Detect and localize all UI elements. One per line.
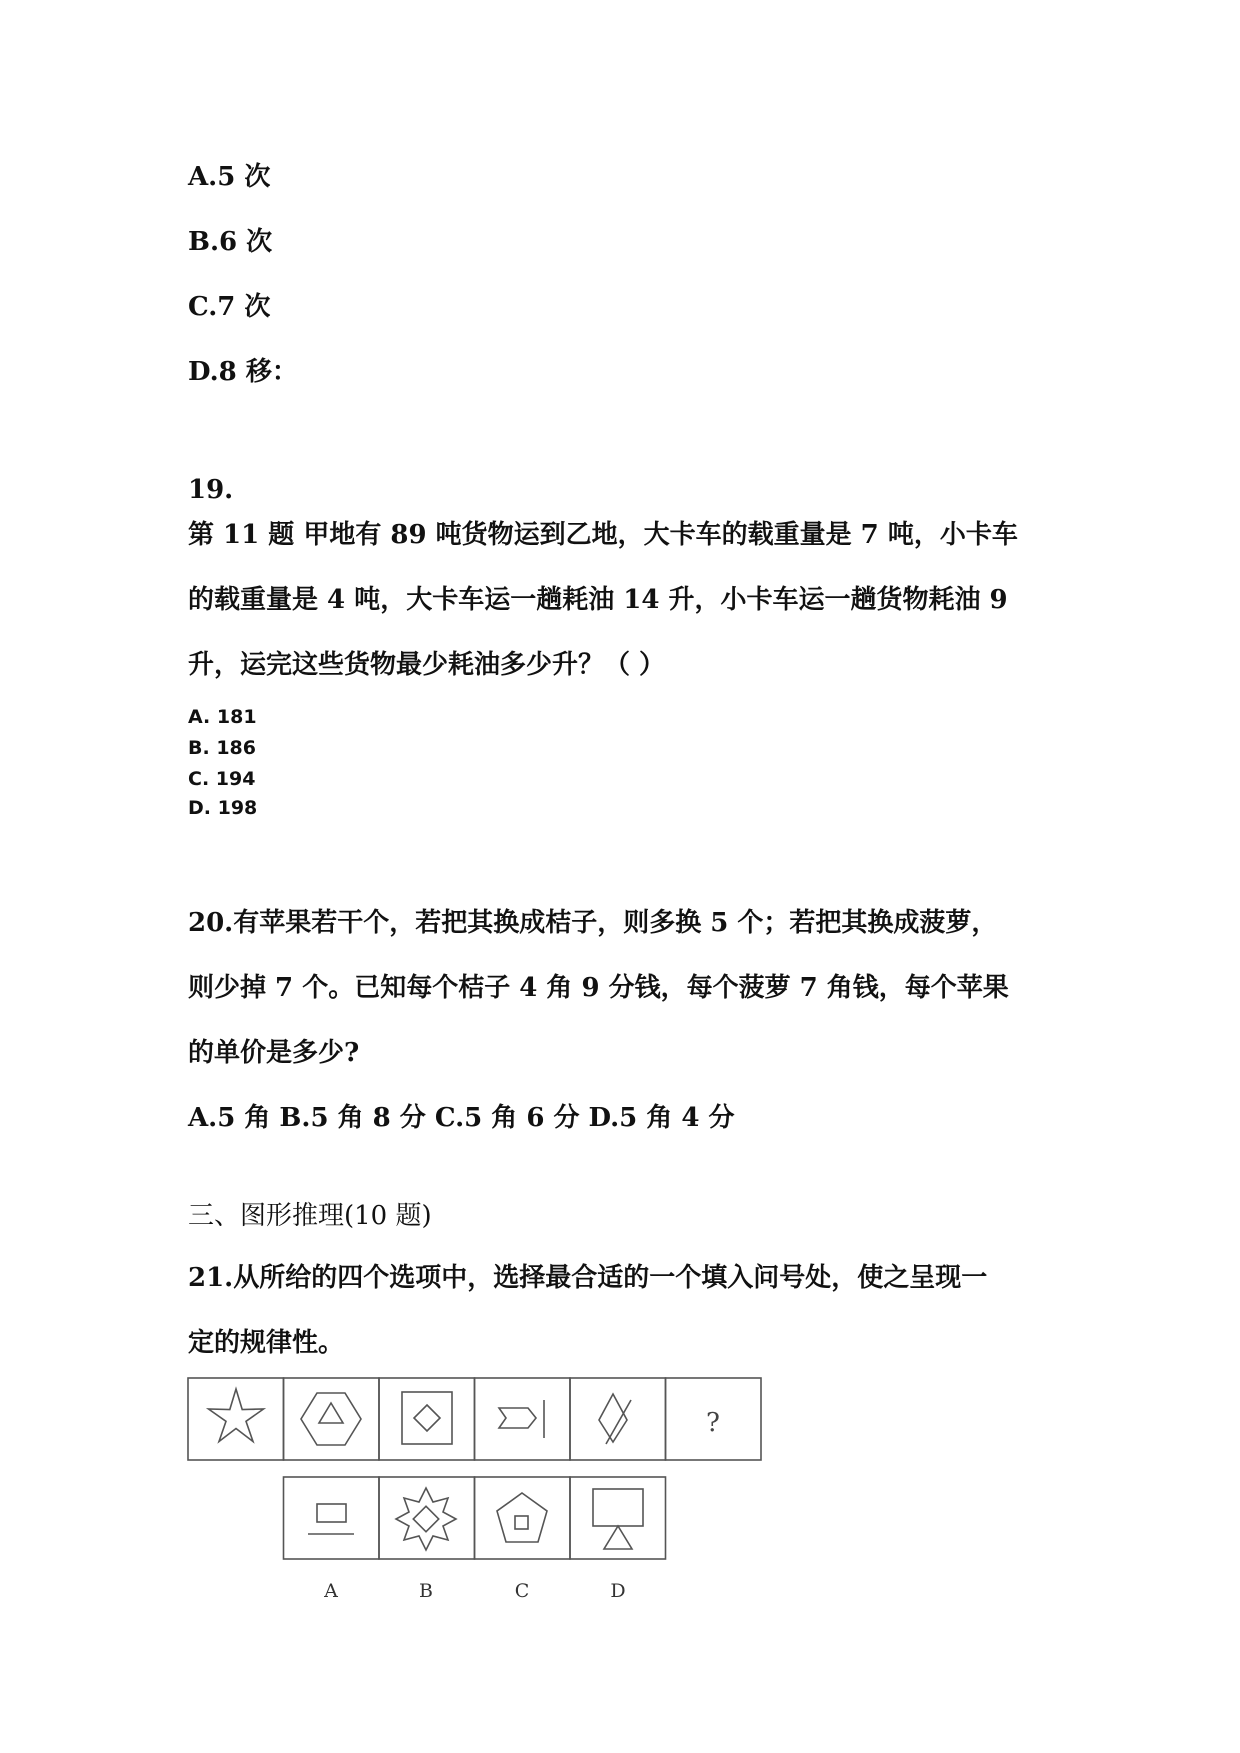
q19-option-c: C. 194	[188, 768, 256, 790]
star-shape	[209, 1389, 264, 1442]
pentagon-shape	[497, 1493, 547, 1542]
q18-option-a: A.5 次	[188, 162, 271, 192]
eight-point-star-shape	[396, 1488, 456, 1550]
option-cell-c	[475, 1477, 571, 1559]
arrow-tag-shape	[499, 1408, 536, 1428]
sequence-cell-2	[284, 1378, 380, 1460]
sequence-cell-3	[379, 1378, 475, 1460]
q20-text-line-2: 则少掉 7 个。已知每个桔子 4 角 9 分钱，每个菠萝 7 角钱，每个苹果	[188, 973, 1009, 1003]
option-cell-a	[284, 1477, 380, 1559]
small-triangle-shape	[319, 1403, 343, 1423]
rhombus-shape	[599, 1394, 627, 1442]
q21-text-line-2: 定的规律性。	[188, 1328, 345, 1358]
q19-option-d: D. 198	[188, 797, 258, 819]
sequence-cell-4	[475, 1378, 571, 1460]
slash-line	[606, 1400, 631, 1444]
q19-text-line-1: 第 11 题 甲地有 89 吨货物运到乙地，大卡车的载重量是 7 吨，小卡车	[188, 520, 1018, 550]
stand-triangle-shape	[604, 1526, 632, 1549]
option-label-c: C	[514, 1580, 530, 1602]
tiny-square-shape	[515, 1516, 528, 1529]
question-mark: ?	[706, 1408, 720, 1438]
section-heading: 三、图形推理(10 题)	[188, 1201, 432, 1231]
q20-text-line-1: 20.有苹果若干个，若把其换成桔子，则多换 5 个；若把其换成菠萝，	[188, 908, 998, 938]
q18-option-d: D.8 移：	[188, 357, 298, 387]
screen-rectangle-shape	[593, 1489, 643, 1526]
option-label-d: D	[610, 1580, 626, 1602]
q20-options: A.5 角 B.5 角 8 分 C.5 角 6 分 D.5 角 4 分	[188, 1103, 735, 1133]
q21-figure	[186, 1376, 766, 1616]
sequence-cell-5	[570, 1378, 666, 1460]
q20-text-line-3: 的单价是多少?	[188, 1038, 360, 1068]
option-label-b: B	[419, 1580, 433, 1602]
q18-option-b: B.6 次	[188, 227, 273, 257]
rotated-square-shape	[413, 1506, 438, 1531]
q19-text-line-2: 的载重量是 4 吨，大卡车运一趟耗油 14 升，小卡车运一趟货物耗油 9	[188, 585, 1008, 615]
hexagon-shape	[301, 1393, 361, 1445]
q19-option-a: A. 181	[188, 706, 257, 728]
option-label-a: A	[324, 1580, 338, 1602]
q19-option-b: B. 186	[188, 737, 256, 759]
q19-text-line-3: 升，运完这些货物最少耗油多少升？（ ）	[188, 650, 666, 680]
q21-text-line-1: 21.从所给的四个选项中，选择最合适的一个填入问号处，使之呈现一	[188, 1263, 988, 1293]
q21-figure-svg	[186, 1376, 766, 1616]
q19-number: 19.	[188, 475, 234, 505]
diamond-shape	[414, 1405, 440, 1431]
square-shape	[402, 1392, 452, 1444]
small-rectangle-shape	[317, 1504, 346, 1522]
q18-option-c: C.7 次	[188, 292, 271, 322]
